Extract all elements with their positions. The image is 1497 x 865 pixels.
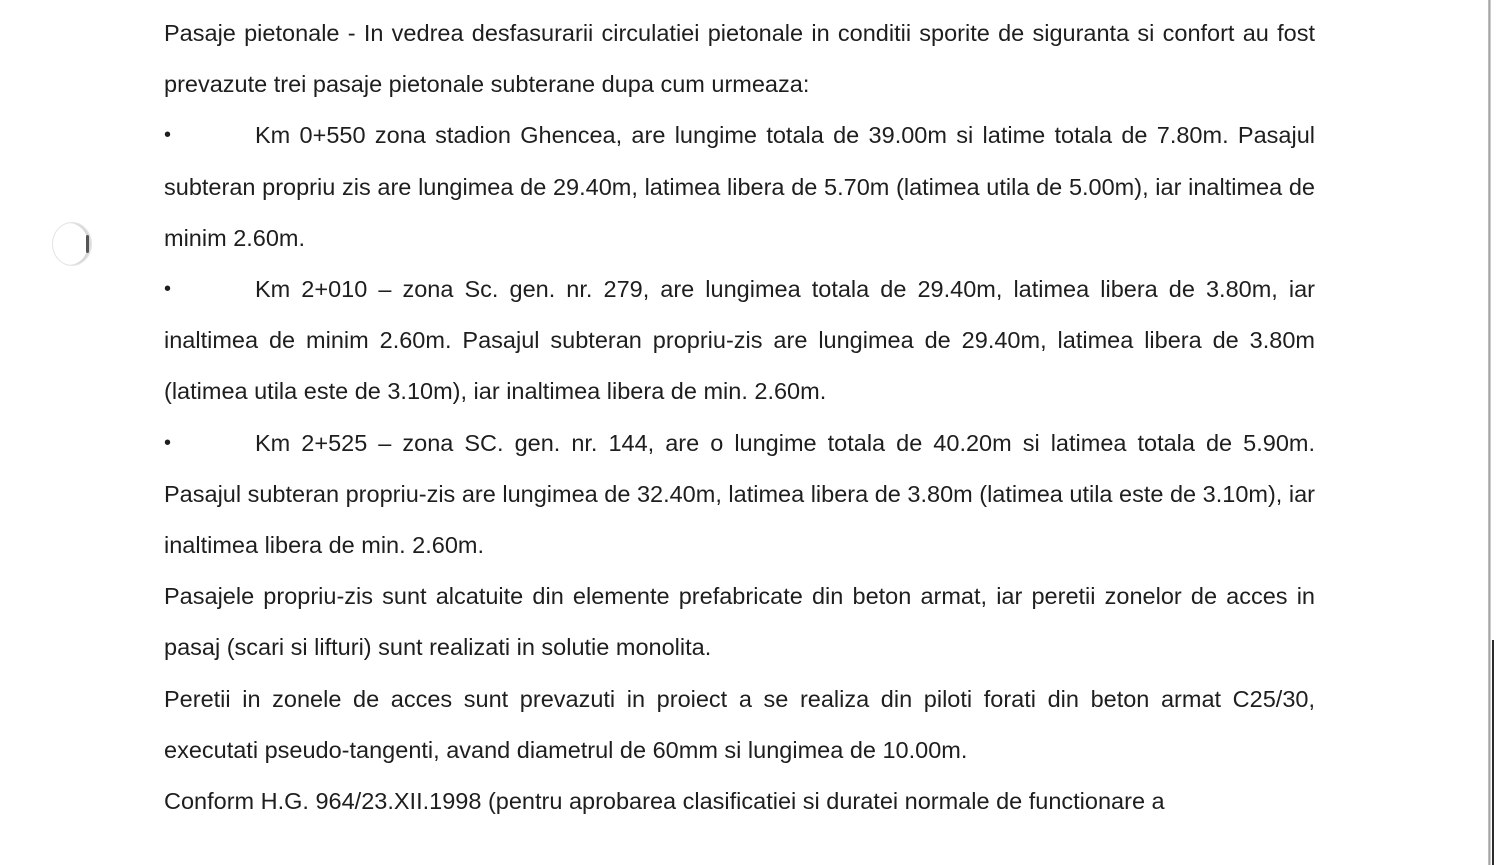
- bullet-icon: •: [164, 431, 172, 454]
- bullet-item-text: Km 2+010 – zona Sc. gen. nr. 279, are lungimea totala de 29.40m, latimea libera de 3.80m, iar inaltimea de minim 2.60m. Pasajul subteran propriu-zis are lungimea de 29.40m, latimea libera de 3.80m (latimea utila este de 3.10m), iar inaltimea libera de min. 2.60m.: [164, 276, 1315, 405]
- bullet-icon: •: [164, 278, 172, 301]
- page-edge-shadow: [1488, 0, 1491, 865]
- punch-hole-mark: [52, 222, 92, 266]
- bullet-item-text: Km 2+525 – zona SC. gen. nr. 144, are o lungime totala de 40.20m si latimea totala de 5.90m. Pasajul subteran propriu-zis are lungimea de 32.40m, latimea libera de 3.80m (latimea utila este de 3.10m), iar inaltimea libera de min. 2.60m.: [164, 429, 1315, 559]
- bullet-item-text: Km 0+550 zona stadion Ghencea, are lungime totala de 39.00m si latime totala de 7.80m. Pasajul subteran propriu zis are lungimea de 29.40m, latimea libera de 5.70m (latimea utila de 5.00m), iar inaltimea de minim 2.60m.: [164, 122, 1315, 251]
- document-body: [164, 8, 1315, 827]
- bullet-item-km-2-525: [164, 418, 1315, 572]
- bullet-item-km-0-550: [164, 110, 1315, 264]
- piles-paragraph: Peretii in zonele de acces sunt prevazuti in proiect a se realiza din piloti forati din beton armat C25/30, executati pseudo-tangenti, avand diametrul de 60mm si lungimea de 10.00m.: [164, 685, 1315, 763]
- page-edge-dark: [1492, 640, 1494, 865]
- hg-reference-paragraph: Conform H.G. 964/23.XII.1998 (pentru aprobarea clasificatiei si duratei normale de functionare a: [164, 788, 1165, 815]
- bullet-icon: •: [164, 124, 172, 147]
- bullet-item-km-2-010: [164, 264, 1315, 418]
- intro-paragraph: Pasaje pietonale - In vedrea desfasurarii circulatiei pietonale in conditii sporite de siguranta si confort au fost prevazute trei pasaje pietonale subterane dupa cum urmeaza:: [164, 20, 1315, 98]
- prefab-paragraph: Pasajele propriu-zis sunt alcatuite din elemente prefabricate din beton armat, iar peretii zonelor de acces in pasaj (scari si lifturi) sunt realizati in solutie monolita.: [164, 583, 1315, 661]
